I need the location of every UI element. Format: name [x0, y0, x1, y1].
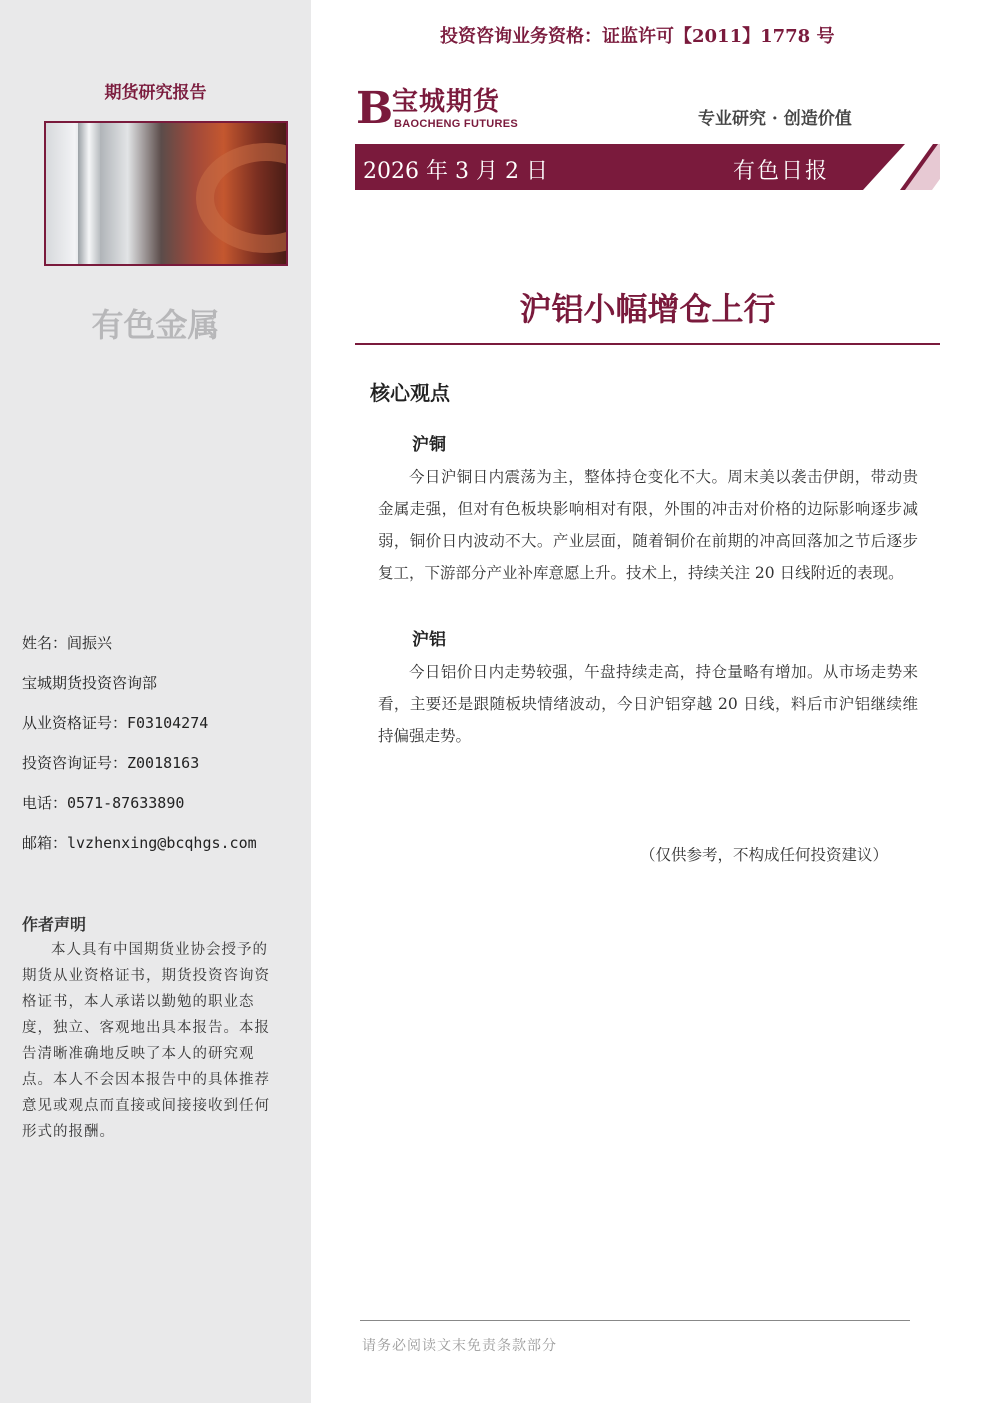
logo-mark: B [356, 83, 394, 134]
company-logo [356, 83, 526, 134]
date-banner [355, 144, 940, 190]
slogan: 专业研究 · 创造价值 [698, 109, 852, 129]
logo-english-name: BAOCHENG FUTURES [394, 118, 518, 130]
aluminum-paragraph: 今日铝价日内走势较强，午盘持续走高，持仓量略有增加。从市场走势来看，主要还是跟随板块情绪波动，今日沪铝穿越 20 日线，料后市沪铝继续维持偏强走势。 [378, 663, 918, 745]
analyst-consult-id: 投资咨询证号：Z0018163 [22, 754, 200, 772]
sidebar [0, 0, 311, 1403]
copper-coil-graphic [196, 143, 288, 253]
subsection-title-copper: 沪铜 [412, 435, 446, 455]
copper-paragraph: 今日沪铜日内震荡为主，整体持仓变化不大。周末美以袭击伊朗，带动贵金属走强，但对有色板块影响相对有限，外围的冲击对价格的边际影响逐步减弱，铜价日内波动不大。产业层面，随着铜价在前期的冲高回落加之节后逐步复工，下游部分产业补库意愿上升。技术上，持续关注 20 日线附近的表现。 [378, 468, 918, 582]
cover-photo [44, 121, 288, 266]
analyst-name: 姓名：闾振兴 [22, 634, 113, 652]
logo-chinese-name: 宝城期货 [392, 87, 501, 117]
disclaimer-note: （仅供参考，不构成任何投资建议） [640, 846, 889, 864]
report-title: 沪铝小幅增仓上行 [519, 290, 776, 328]
report-category: 期货研究报告 [104, 83, 207, 103]
sector-label: 有色金属 [91, 306, 220, 344]
analyst-dept: 宝城期货投资咨询部 [22, 674, 158, 692]
subsection-title-aluminum: 沪铝 [412, 630, 446, 650]
analyst-phone: 电话：0571-87633890 [22, 794, 185, 812]
metal-rod-graphic [78, 123, 100, 264]
report-type: 有色日报 [733, 159, 830, 184]
analyst-email[interactable]: 邮箱：lvzhenxing@bcqhgs.com [22, 834, 257, 852]
footer-note: 请务必阅读文末免责条款部分 [362, 1338, 557, 1354]
license-line: 投资咨询业务资格：证监许可【2011】1778 号 [440, 26, 835, 47]
author-statement-text: 本人具有中国期货业协会授予的期货从业资格证书，期货投资咨询资格证书，本人承诺以勤勉的职业态度，独立、客观地出具本报告。本报告清晰准确地反映了本人的研究观点。本人不会因本报告中的具体推荐意见或观点而直接或间接接收到任何形式的报酬。 [22, 942, 270, 1140]
analyst-qualification: 从业资格证号：F03104274 [22, 714, 209, 732]
title-divider [355, 343, 940, 345]
report-date: 2026 年 3 月 2 日 [363, 159, 548, 184]
footer-divider [360, 1320, 910, 1321]
section-title-core-view: 核心观点 [370, 381, 450, 405]
author-statement-title: 作者声明 [22, 915, 87, 934]
